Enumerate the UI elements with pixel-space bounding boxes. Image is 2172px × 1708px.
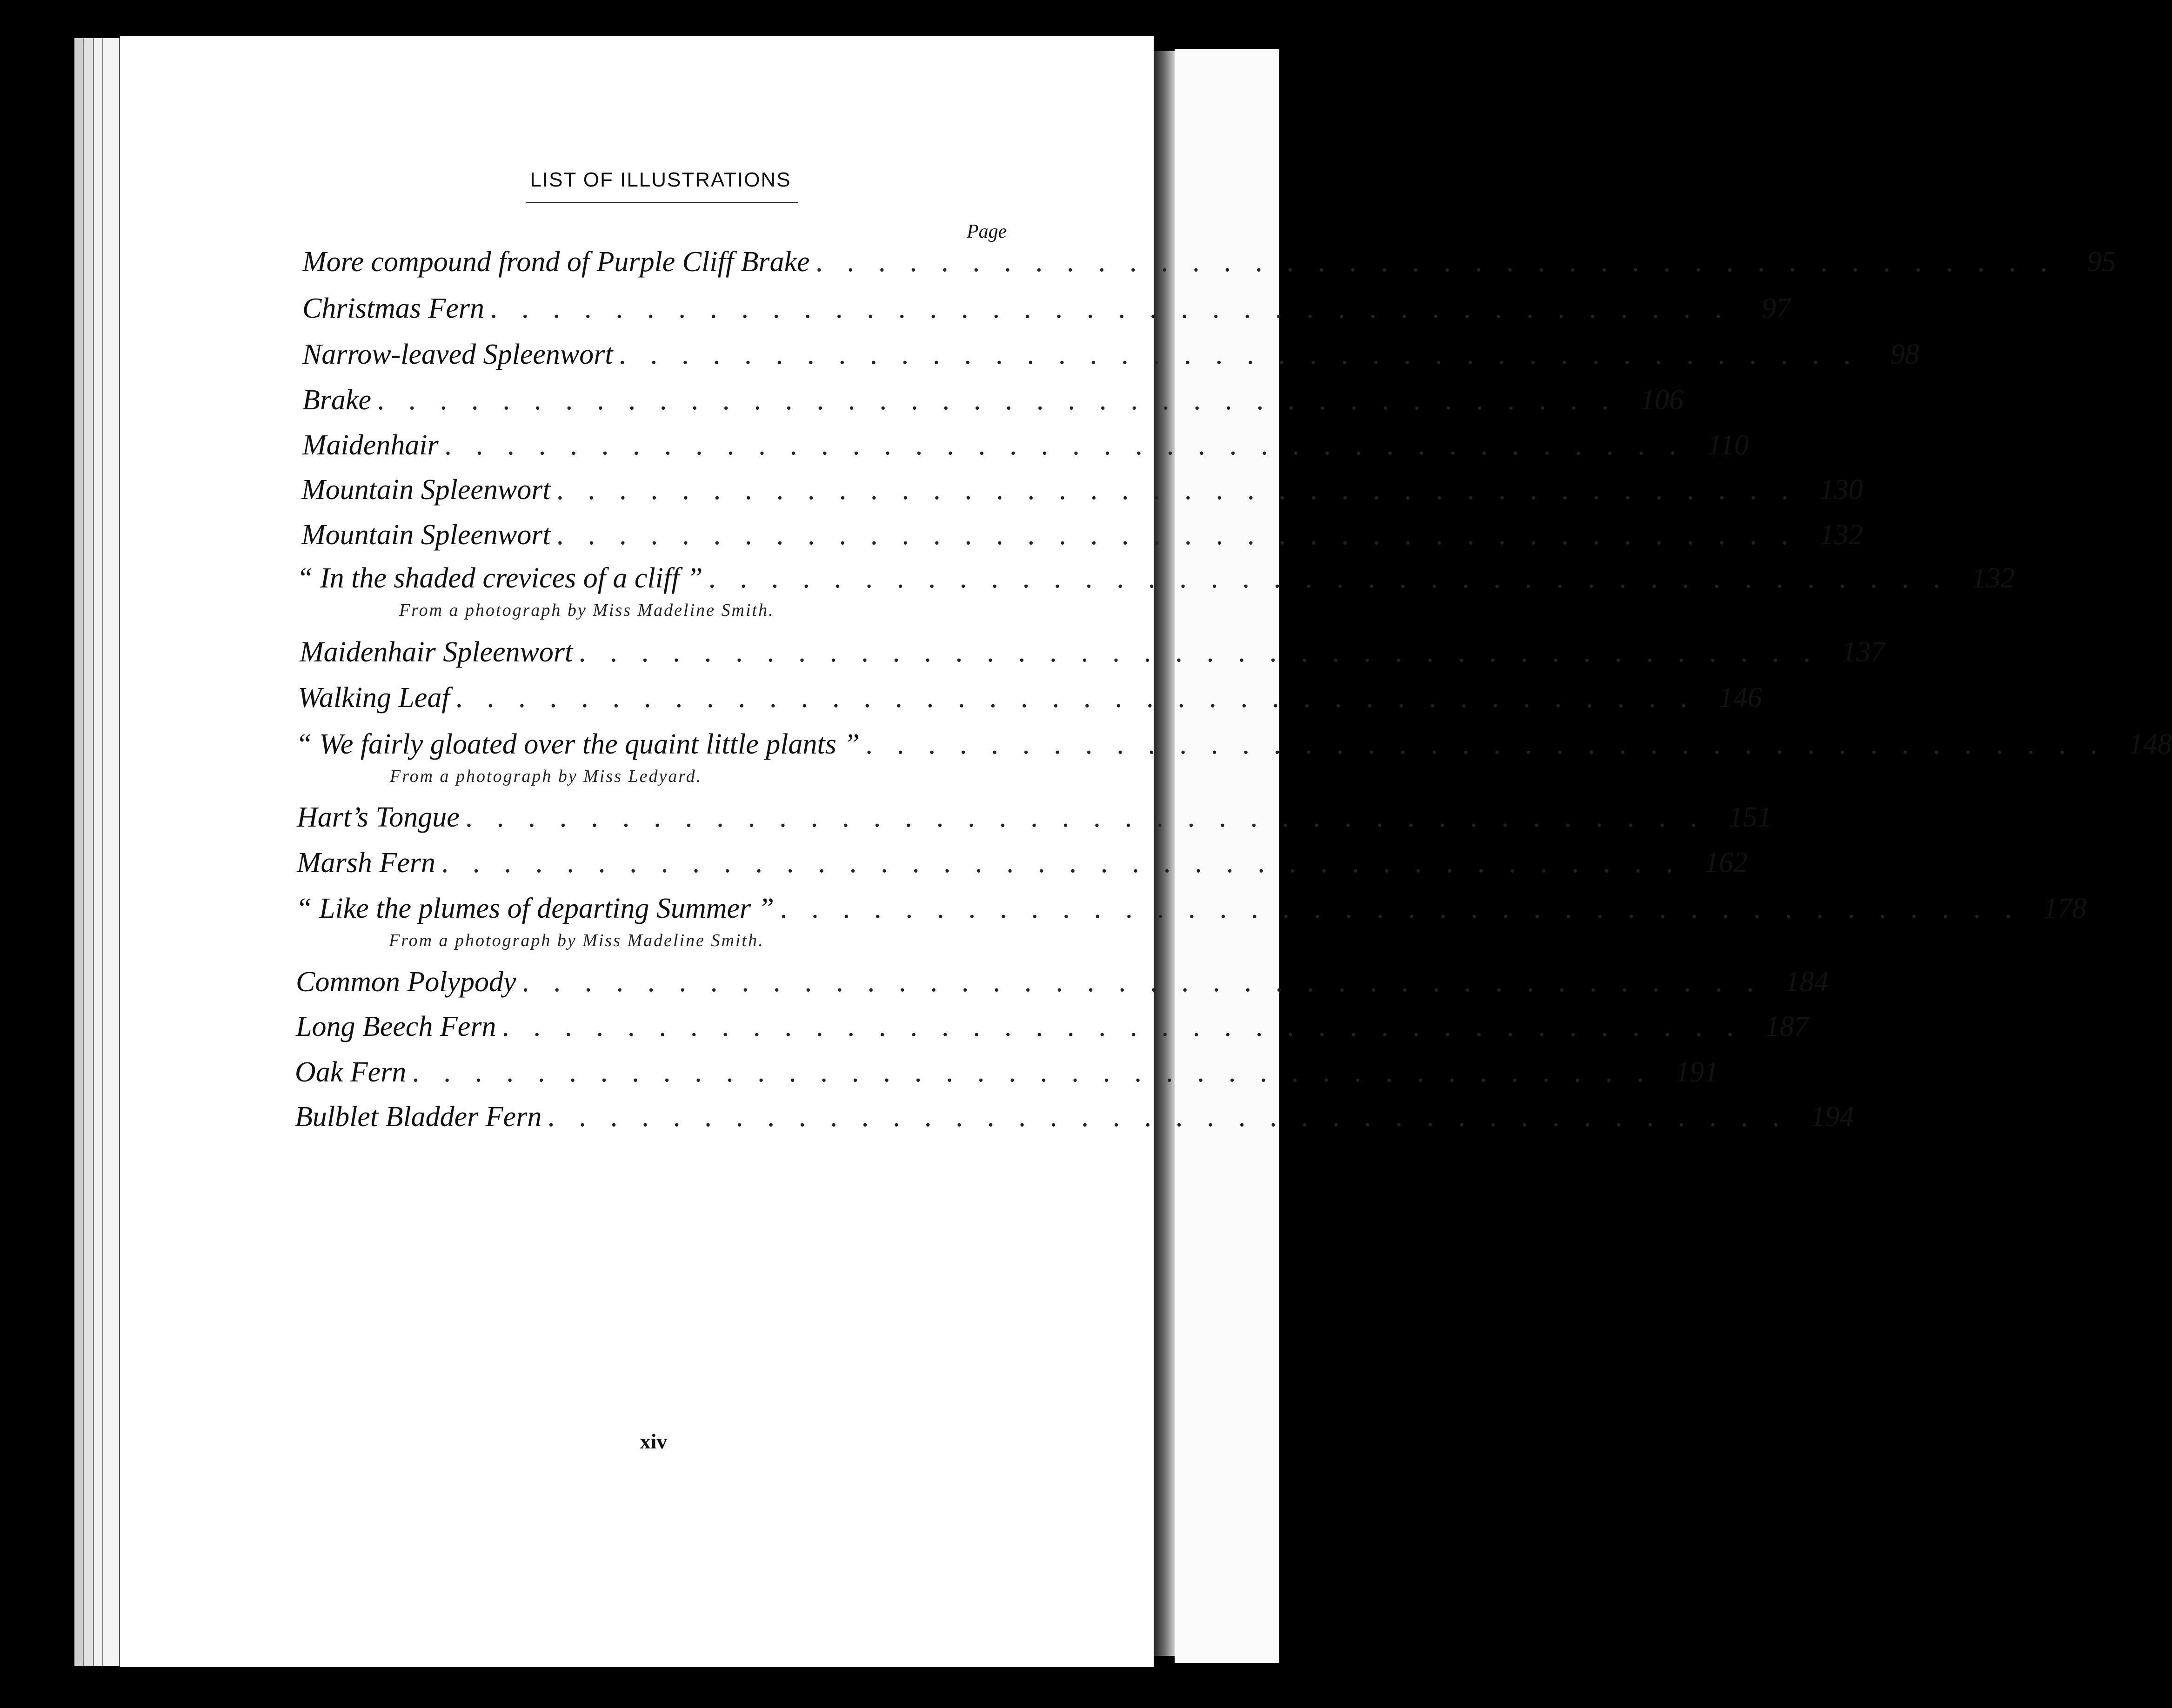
- dot-leader: ........................................: [816, 246, 2072, 278]
- page-edge: [103, 38, 120, 1666]
- entry-title: Long Beech Fern: [296, 1011, 496, 1042]
- list-item: [302, 384, 1684, 417]
- entry-page-number: 95: [2087, 246, 2116, 278]
- dot-leader: ........................................: [781, 893, 2037, 924]
- entry-page-number: 146: [1718, 682, 1762, 714]
- entry-title: Christmas Fern: [302, 293, 484, 324]
- entry-page-number: 97: [1761, 293, 1791, 324]
- dot-leader: ........................................: [445, 429, 1701, 461]
- entry-page-number: 132: [1972, 562, 2015, 594]
- entry-title: Mountain Spleenwort: [301, 519, 551, 551]
- entry-page-number: 191: [1675, 1056, 1719, 1088]
- list-item: [296, 1010, 1809, 1043]
- list-item: [296, 966, 1829, 999]
- entry-page-number: 137: [1842, 636, 1885, 668]
- entry-title: Narrow-leaved Spleenwort: [302, 339, 613, 370]
- list-item: [297, 847, 1748, 880]
- entry-title: Bulblet Bladder Fern: [295, 1101, 542, 1133]
- dot-leader: ........................................: [456, 682, 1712, 714]
- entry-title: Walking Leaf: [298, 682, 450, 714]
- entry-page-number: 151: [1728, 801, 1772, 833]
- dot-leader: ........................................: [522, 966, 1779, 998]
- entry-page-number: 106: [1640, 384, 1684, 416]
- entry-title: Oak Fern: [295, 1056, 407, 1088]
- dot-leader: ........................................: [502, 1011, 1759, 1042]
- dot-leader: ........................................: [557, 474, 1813, 506]
- entry-page-number: 162: [1704, 847, 1748, 879]
- list-item: [296, 728, 2172, 761]
- dot-leader: ........................................: [619, 339, 1876, 370]
- entry-title: Common Polypody: [296, 966, 516, 998]
- entry-title: Maidenhair Spleenwort: [300, 636, 573, 668]
- list-item: [302, 246, 2116, 279]
- photo-credit: From a photograph by Miss Ledyard.: [390, 767, 702, 786]
- entry-title: Maidenhair: [302, 429, 439, 461]
- page-edge: [74, 38, 84, 1666]
- dot-leader: ........................................: [378, 384, 1634, 416]
- entry-page-number: 178: [2043, 893, 2087, 924]
- entry-page-number: 132: [1819, 519, 1863, 551]
- dot-leader: ........................................: [441, 847, 1698, 879]
- list-item: [302, 429, 1749, 462]
- page-edge: [94, 38, 103, 1666]
- entry-title: “ In the shaded crevices of a cliff ”: [297, 562, 703, 594]
- entry-page-number: 130: [1819, 474, 1863, 506]
- entry-page-number: 148: [2128, 728, 2172, 760]
- entry-title: Marsh Fern: [297, 847, 435, 879]
- dot-leader: ........................................: [413, 1056, 1669, 1088]
- dot-leader: ........................................: [866, 728, 2122, 760]
- dot-leader: ........................................: [709, 562, 1965, 594]
- dot-leader: ........................................: [466, 801, 1722, 833]
- entry-title: Mountain Spleenwort: [301, 474, 551, 506]
- entry-page-number: 194: [1811, 1101, 1854, 1133]
- entry-title: “ We fairly gloated over the quaint little plants ”: [296, 728, 860, 760]
- entry-page-number: 98: [1890, 339, 1919, 370]
- list-item: [300, 636, 1885, 669]
- page-column-label: Page: [967, 221, 1007, 242]
- entry-page-number: 184: [1785, 966, 1829, 998]
- list-item: [296, 892, 2087, 925]
- entry-page-number: 187: [1765, 1011, 1809, 1042]
- entry-title: Brake: [302, 384, 372, 416]
- dot-leader: ........................................: [557, 519, 1813, 551]
- list-item: [298, 681, 1762, 714]
- photo-credit: From a photograph by Miss Madeline Smith.: [399, 600, 775, 620]
- list-item: [302, 338, 1919, 371]
- entry-title: “ Like the plumes of departing Summer ”: [296, 893, 775, 924]
- list-item: [295, 1101, 1854, 1134]
- list-item: [295, 1056, 1719, 1089]
- dot-leader: ........................................: [579, 636, 1836, 668]
- entry-page-number: 110: [1707, 429, 1749, 461]
- list-item: [302, 292, 1791, 325]
- header-rule: [526, 202, 798, 203]
- page-number: xiv: [640, 1429, 668, 1453]
- list-item: [301, 519, 1863, 552]
- list-item: [297, 562, 2015, 595]
- page-edge: [84, 38, 94, 1666]
- photo-credit: From a photograph by Miss Madeline Smith.: [389, 931, 764, 950]
- entry-title: Hart’s Tongue: [297, 801, 460, 833]
- dot-leader: ........................................: [490, 293, 1747, 324]
- entry-title: More compound frond of Purple Cliff Brake: [302, 246, 810, 278]
- list-item: [301, 474, 1863, 507]
- page-header: LIST OF ILLUSTRATIONS: [530, 168, 791, 191]
- list-item: [297, 801, 1772, 834]
- dot-leader: ........................................: [548, 1101, 1804, 1133]
